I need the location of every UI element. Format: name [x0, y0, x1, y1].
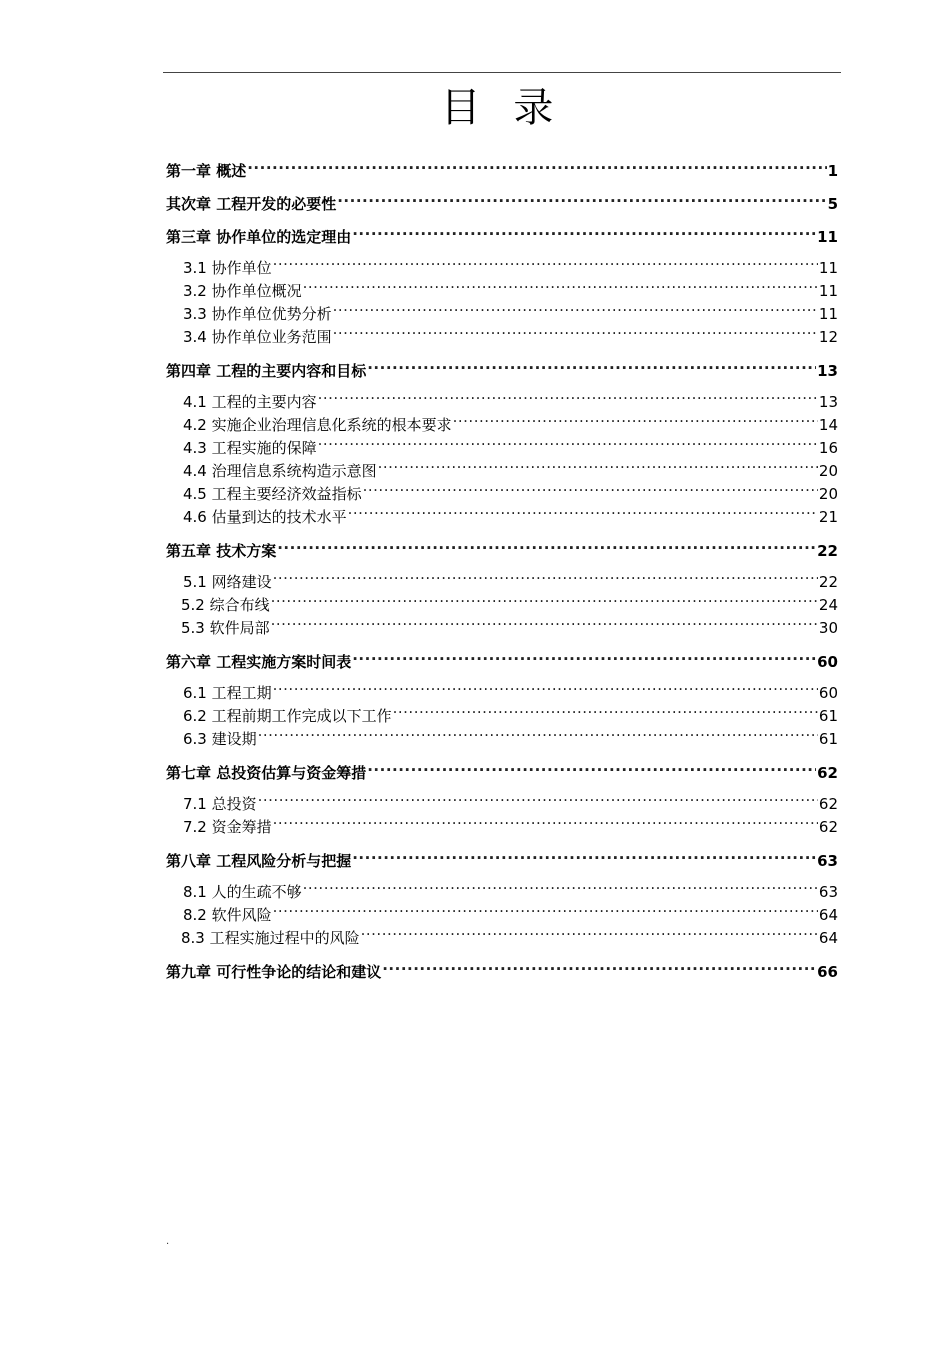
- toc-dot-leader: [352, 851, 816, 866]
- toc-chapter-block: [166, 760, 838, 848]
- toc-dot-leader: [247, 161, 826, 176]
- toc-section-entry[interactable]: [166, 506, 838, 529]
- toc-section-entry[interactable]: [166, 280, 838, 303]
- toc-chapter-title: 第七章 总投资估算与资金筹措: [166, 764, 367, 782]
- page-title: 目 录: [440, 85, 564, 131]
- toc-section-title: 3.3 协作单位优势分析: [183, 305, 332, 323]
- toc-section-entry[interactable]: [166, 326, 838, 349]
- toc-chapter-entry[interactable]: [166, 649, 838, 682]
- toc-section-list: [166, 881, 838, 959]
- toc-chapter-title: 第一章 概述: [166, 162, 247, 180]
- toc-section-title: 5.1 网络建设: [183, 573, 272, 591]
- toc-chapter-title: 第三章 协作单位的选定理由: [166, 228, 352, 246]
- toc-page-number: 11: [818, 259, 838, 277]
- toc-dot-leader: [352, 652, 816, 667]
- toc-chapter-entry[interactable]: [166, 158, 838, 191]
- toc-dot-leader: [271, 595, 818, 610]
- toc-chapter-entry[interactable]: [166, 224, 838, 257]
- toc-dot-leader: [303, 882, 818, 897]
- toc-dot-leader: [361, 928, 818, 943]
- toc-page-number: 62: [818, 795, 838, 813]
- toc-section-title: 4.4 治理信息系统构造示意图: [183, 462, 377, 480]
- toc-chapter-entry[interactable]: [166, 538, 838, 571]
- toc-page-number: 20: [818, 485, 838, 503]
- toc-dot-leader: [273, 905, 818, 920]
- toc-page-number: 20: [818, 462, 838, 480]
- toc-chapter-title: 其次章 工程开发的必要性: [166, 195, 337, 213]
- toc-page-number: 11: [818, 282, 838, 300]
- toc-dot-leader: [352, 227, 816, 242]
- toc-section-entry[interactable]: [166, 257, 838, 280]
- toc-chapter-entry[interactable]: [166, 959, 838, 992]
- toc-chapter-block: [166, 538, 838, 649]
- toc-section-entry[interactable]: [166, 414, 838, 437]
- toc-section-title: 5.2 综合布线: [181, 596, 270, 614]
- toc-page-number: 16: [818, 439, 838, 457]
- toc-dot-leader: [367, 763, 816, 778]
- toc-section-entry[interactable]: [166, 303, 838, 326]
- toc-section-entry[interactable]: [166, 571, 838, 594]
- toc-section-title: 8.2 软件风险: [183, 906, 272, 924]
- toc-section-list: [166, 682, 838, 760]
- toc-chapter-title: 第五章 技术方案: [166, 542, 277, 560]
- toc-section-entry[interactable]: [166, 391, 838, 414]
- toc-section-entry[interactable]: [166, 904, 838, 927]
- toc-chapter-title: 第六章 工程实施方案时间表: [166, 653, 352, 671]
- toc-dot-leader: [318, 438, 818, 453]
- toc-page-number: 13: [817, 362, 838, 380]
- toc-section-list: [166, 793, 838, 848]
- toc-dot-leader: [382, 962, 816, 977]
- toc-section-list: [166, 391, 838, 538]
- toc-section-title: 4.2 实施企业治理信息化系统的根本要求: [183, 416, 452, 434]
- toc-dot-leader: [337, 194, 826, 209]
- toc-dot-leader: [318, 392, 818, 407]
- toc-section-entry[interactable]: [166, 881, 838, 904]
- toc-chapter-title: 第九章 可行性争论的结论和建议: [166, 963, 382, 981]
- toc-page-number: 60: [818, 684, 838, 702]
- toc-page-number: 22: [818, 573, 838, 591]
- toc-section-list: [166, 571, 838, 649]
- toc-dot-leader: [273, 572, 818, 587]
- toc-page-number: 60: [817, 653, 838, 671]
- footer-mark: .: [166, 1236, 170, 1247]
- toc-section-list: [166, 257, 838, 358]
- toc-chapter-title: 第四章 工程的主要内容和目标: [166, 362, 367, 380]
- toc-page-number: 5: [827, 195, 838, 213]
- toc-page-number: 66: [817, 963, 838, 981]
- toc-section-title: 6.3 建设期: [183, 730, 257, 748]
- toc-page-number: 61: [818, 707, 838, 725]
- toc-section-title: 7.1 总投资: [183, 795, 257, 813]
- toc-page-number: 30: [818, 619, 838, 637]
- toc-dot-leader: [363, 484, 818, 499]
- toc-page-number: 63: [817, 852, 838, 870]
- toc-dot-leader: [273, 817, 818, 832]
- toc-section-entry[interactable]: [166, 437, 838, 460]
- toc-section-title: 8.3 工程实施过程中的风险: [181, 929, 360, 947]
- toc-section-entry[interactable]: [166, 816, 838, 839]
- toc-dot-leader: [453, 415, 818, 430]
- toc-dot-leader: [271, 618, 818, 633]
- toc-page-number: 62: [817, 764, 838, 782]
- toc-chapter-block: [166, 649, 838, 760]
- toc-section-entry[interactable]: [166, 793, 838, 816]
- toc-page-number: 12: [818, 328, 838, 346]
- toc-page-number: 64: [818, 929, 838, 947]
- toc-page-number: 22: [817, 542, 838, 560]
- toc-chapter-entry[interactable]: [166, 848, 838, 881]
- toc-section-entry[interactable]: [166, 617, 838, 640]
- toc-section-title: 7.2 资金筹措: [183, 818, 272, 836]
- toc-page-number: 11: [818, 305, 838, 323]
- toc-page-number: 14: [818, 416, 838, 434]
- toc-page-number: 11: [817, 228, 838, 246]
- toc-dot-leader: [333, 304, 818, 319]
- toc-section-entry[interactable]: [166, 927, 838, 950]
- toc-dot-leader: [258, 794, 818, 809]
- toc-chapter-entry[interactable]: [166, 191, 838, 224]
- toc-section-entry[interactable]: [166, 483, 838, 506]
- toc-chapter-block: [166, 848, 838, 959]
- toc-page-number: 13: [818, 393, 838, 411]
- toc-page-number: 64: [818, 906, 838, 924]
- toc-page-number: 21: [818, 508, 838, 526]
- toc-dot-leader: [333, 327, 818, 342]
- toc-dot-leader: [367, 361, 816, 376]
- toc-page-number: 24: [818, 596, 838, 614]
- toc-page-number: 61: [818, 730, 838, 748]
- toc-section-entry[interactable]: [166, 705, 838, 728]
- toc-page-number: 63: [818, 883, 838, 901]
- toc-chapter-block: [166, 224, 838, 358]
- toc-section-entry[interactable]: [166, 682, 838, 705]
- toc-chapter-title: 第八章 工程风险分析与把握: [166, 852, 352, 870]
- toc-dot-leader: [273, 258, 818, 273]
- toc-section-title: 4.6 估量到达的技术水平: [183, 508, 347, 526]
- toc-dot-leader: [273, 683, 818, 698]
- toc-chapter-entry[interactable]: [166, 760, 838, 793]
- toc-chapter-block: [166, 959, 838, 992]
- toc-section-title: 3.1 协作单位: [183, 259, 272, 277]
- toc-dot-leader: [378, 461, 818, 476]
- toc-section-entry[interactable]: [166, 460, 838, 483]
- table-of-contents: [166, 158, 838, 992]
- toc-page-number: 1: [827, 162, 838, 180]
- toc-section-title: 6.1 工程工期: [183, 684, 272, 702]
- toc-section-entry[interactable]: [166, 594, 838, 617]
- toc-section-title: 4.5 工程主要经济效益指标: [183, 485, 362, 503]
- toc-section-title: 4.1 工程的主要内容: [183, 393, 317, 411]
- toc-section-entry[interactable]: [166, 728, 838, 751]
- toc-dot-leader: [258, 729, 818, 744]
- toc-section-title: 5.3 软件局部: [181, 619, 270, 637]
- toc-chapter-block: [166, 191, 838, 224]
- toc-section-title: 6.2 工程前期工作完成以下工作: [183, 707, 392, 725]
- toc-chapter-entry[interactable]: [166, 358, 838, 391]
- toc-chapter-block: [166, 158, 838, 191]
- toc-section-title: 4.3 工程实施的保障: [183, 439, 317, 457]
- toc-section-title: 3.2 协作单位概况: [183, 282, 302, 300]
- toc-dot-leader: [393, 706, 818, 721]
- toc-dot-leader: [277, 541, 816, 556]
- toc-page-number: 62: [818, 818, 838, 836]
- toc-chapter-block: [166, 358, 838, 538]
- header-rule: [163, 72, 841, 73]
- toc-section-title: 8.1 人的生疏不够: [183, 883, 302, 901]
- toc-section-title: 3.4 协作单位业务范围: [183, 328, 332, 346]
- toc-dot-leader: [348, 507, 818, 522]
- toc-dot-leader: [303, 281, 818, 296]
